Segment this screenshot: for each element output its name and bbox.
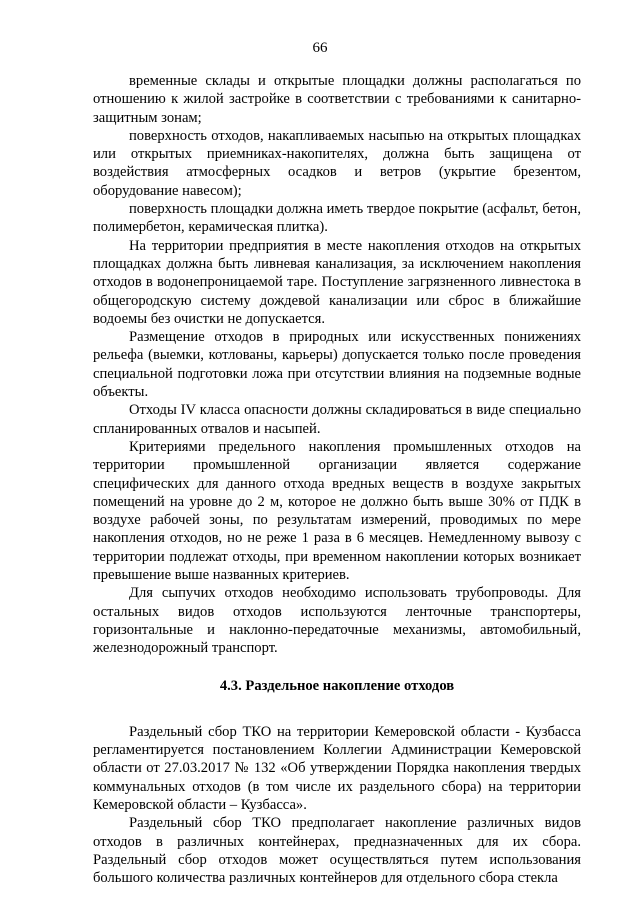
page-number: 66 <box>312 40 328 56</box>
paragraph: поверхность площадки должна иметь твердое покрытие (асфальт, бетон, полимербетон, керамическая плитка). <box>93 201 581 236</box>
paragraph: поверхность отходов, накапливаемых насыпью на открытых площадках или открытых приемниках-накопителях, должна быть защищена от воздействия атмосферных осадков и ветров (укрытие брезентом, оборудование навесом); <box>93 127 581 199</box>
paragraph: Раздельный сбор ТКО на территории Кемеровской области - Кузбасса регламентируется постановлением Коллегии Администрации Кемеровской области от 27.03.2017 № 132 «Об утверждении Порядка накопления твердых коммунальных отходов (в том числе их раздельного сбора) на территории Кемеровской области – Кузбасса». <box>93 723 581 813</box>
paragraph: Для сыпучих отходов необходимо использовать трубопроводы. Для остальных видов отходов используются ленточные транспортеры, горизонтальные и наклонно-передаточные механизмы, автомобильный, железнодорожный транспорт. <box>93 585 581 657</box>
paragraph: Размещение отходов в природных или искусственных понижениях рельефа (выемки, котлованы, карьеры) допускается только после проведения специальной подготовки ложа при отсутствии влияния на подземные водные объекты. <box>93 329 581 401</box>
paragraph: временные склады и открытые площадки должны располагаться по отношению к жилой застройке в соответствии с требованиями к санитарно-защитным зонам; <box>93 73 581 126</box>
document-body <box>93 72 581 887</box>
section-heading: 4.3. Раздельное накопление отходов <box>219 677 455 694</box>
paragraph: На территории предприятия в месте накопления отходов на открытых площадках должна быть ливневая канализация, за исключением накопления отходов в водонепроницаемой таре. Поступление загрязненного ливнестока в общегородскую систему дождевой канализации или сброс в ближайшие водоемы без очистки не допускается. <box>93 237 581 327</box>
paragraph: Отходы IV класса опасности должны складироваться в виде специально спланированных отвалов и насыпей. <box>93 402 581 437</box>
paragraph: Критериями предельного накопления промышленных отходов на территории промышленной организации является содержание специфических для данного отхода вредных веществ в воздухе закрытых помещений на уровне до 2 м, которое не должно быть выше 30% от ПДК в воздухе рабочей зоны, по результатам измерений, проводимых по мере накопления отходов, но не реже 1 раза в 6 месяцев. Немедленному вывозу с территории подлежат отходы, при временном накоплении которых возникает превышение выше названных критериев. <box>93 438 581 584</box>
paragraph: Раздельный сбор ТКО предполагает накопление различных видов отходов в различных контейнерах, предназначенных для их сбора. Раздельный сбор отходов может осуществляться путем использования большого количества различных контейнеров для отдельного сбора стекла <box>93 815 581 887</box>
